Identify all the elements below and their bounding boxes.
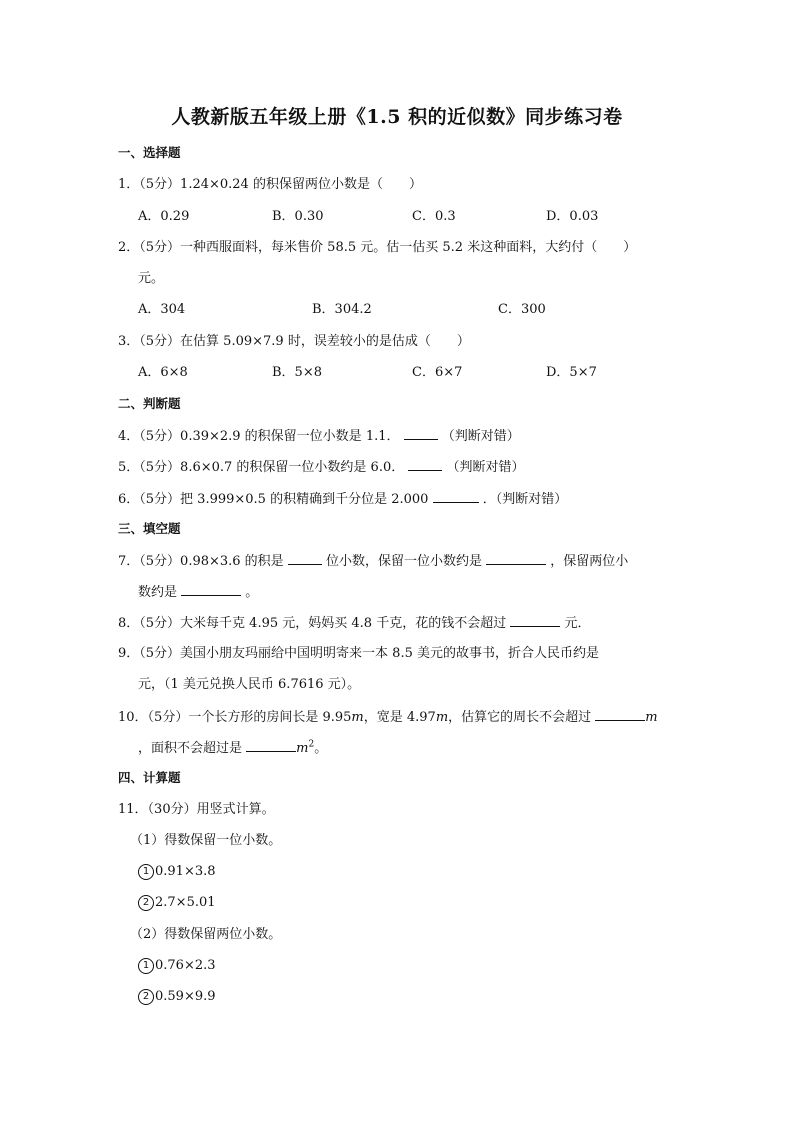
q1-option-a: A．0.29 [138,209,190,224]
q10-text-c: ，估算它的周长不会超过 [448,710,592,725]
question-9-line1: 9．（5分）美国小朋友玛丽给中国明明寄来一本 8.5 美元的故事书，折合人民币约是 [118,646,599,661]
question-7-line2 [138,582,258,602]
question-1-stem: 1．（5分）1.24×0.24 的积保留两位小数是（ ） [118,177,422,192]
q11-part2-expr-2: 0.59×9.9 [155,989,216,1004]
question-10-line1 [118,707,658,727]
q1-option-d: D．0.03 [546,209,599,224]
q6-suffix: ．（判断对错） [482,492,568,507]
question-7-line1 [118,551,628,571]
q4-answer-blank[interactable] [404,426,438,440]
q1-option-c: C．0.3 [412,209,456,224]
circled-number-1: 1 [138,864,154,880]
q3-option-b: B．5×8 [272,365,322,380]
circled-number-2: 2 [138,989,154,1005]
question-3-stem: 3．（5分）在估算 5.09×7.9 时，误差较小的是估成（ ） [118,334,470,349]
q1-option-b: B．0.30 [272,209,324,224]
q11-part1-heading: （1）得数保留一位小数。 [130,833,282,848]
q7-blank-2[interactable] [486,551,546,565]
section-heading-calc: 四、计算题 [118,770,181,785]
circled-number-2: 2 [138,895,154,911]
q11-part2-expr-1: 0.76×2.3 [155,958,216,973]
q10-text-d: ，面积不会超过是 [138,741,243,756]
question-2-stem: 2．（5分）一种西服面料，每米售价 58.5 元。估一估买 5.2 米这种面料，大约付（ ） [118,240,637,255]
q11-part2-item-2 [138,988,216,1006]
q10-blank-area[interactable] [246,738,296,752]
q2-option-a: A．304 [138,302,186,317]
page-title: 人教新版五年级上册《1.5 积的近似数》同步练习卷 [171,106,623,128]
q11-part2-item-1 [138,957,216,975]
q3-option-c: C．6×7 [412,365,463,380]
q11-part2-heading: （2）得数保留两位小数。 [130,927,282,942]
q8-text: 8．（5分）大米每千克 4.95 元，妈妈买 4.8 千克，花的钱不会超过 [118,616,507,631]
q4-text: 4．（5分）0.39×2.9 的积保留一位小数是 1.1． [118,429,400,444]
question-11-stem: 11．（30分）用竖式计算。 [118,802,275,817]
q8-answer-blank[interactable] [510,613,560,627]
q10-unit-exponent: 2 [308,739,315,750]
q10-text-b: ，宽是 4.97 [363,710,436,725]
q5-text: 5．（5分）8.6×0.7 的积保留一位小数约是 6.0． [118,460,405,475]
q10-unit-m-2: m [435,710,449,725]
section-heading-judgement: 二、判断题 [118,396,181,411]
q7-text-d: 数约是 [138,585,178,600]
q3-option-a: A．6×8 [138,365,188,380]
q8-suffix: 元． [564,616,591,631]
q10-text-a: 10．（5分）一个长方形的房间长是 9.95 [118,710,352,725]
question-9-line2: 元，（1 美元兑换人民币 6.7616 元）。 [138,677,361,692]
q7-text-e: 。 [245,585,259,600]
question-10-line2 [138,738,327,758]
q7-blank-3[interactable] [181,582,241,596]
q7-text-c: ，保留两位小 [550,554,629,569]
q11-part1-item-2 [138,894,216,912]
q3-option-d: D．5×7 [546,365,597,380]
question-2-stem-cont: 元。 [138,271,165,286]
q2-option-c: C．300 [498,302,546,317]
q11-part1-item-1 [138,863,216,881]
question-8 [118,613,591,633]
q10-unit-m-1: m [351,710,364,725]
question-5 [118,457,525,477]
q10-text-e: 。 [314,741,328,756]
question-4 [118,426,520,446]
q11-part1-expr-1: 0.91×3.8 [155,864,216,879]
q2-option-b: B．304.2 [312,302,372,317]
q5-answer-blank[interactable] [408,457,442,471]
section-heading-choice: 一、选择题 [118,145,181,160]
circled-number-1: 1 [138,958,154,974]
q7-text-b: 位小数，保留一位小数约是 [325,554,482,569]
q6-answer-blank[interactable] [433,489,479,503]
question-6 [118,489,567,509]
q10-blank-perimeter[interactable] [595,707,645,721]
section-heading-fill: 三、填空题 [118,521,181,536]
q11-part1-expr-2: 2.7×5.01 [155,895,216,910]
q6-text: 6．（5分）把 3.999×0.5 的积精确到千分位是 2.000 [118,492,429,507]
q4-suffix: （判断对错） [441,429,520,444]
q7-blank-1[interactable] [288,551,322,565]
q7-text-a: 7．（5分）0.98×3.6 的积是 [118,554,284,569]
q10-unit-m-3: m [645,710,658,725]
q5-suffix: （判断对错） [446,460,525,475]
q10-unit-m-4: m [296,741,309,756]
